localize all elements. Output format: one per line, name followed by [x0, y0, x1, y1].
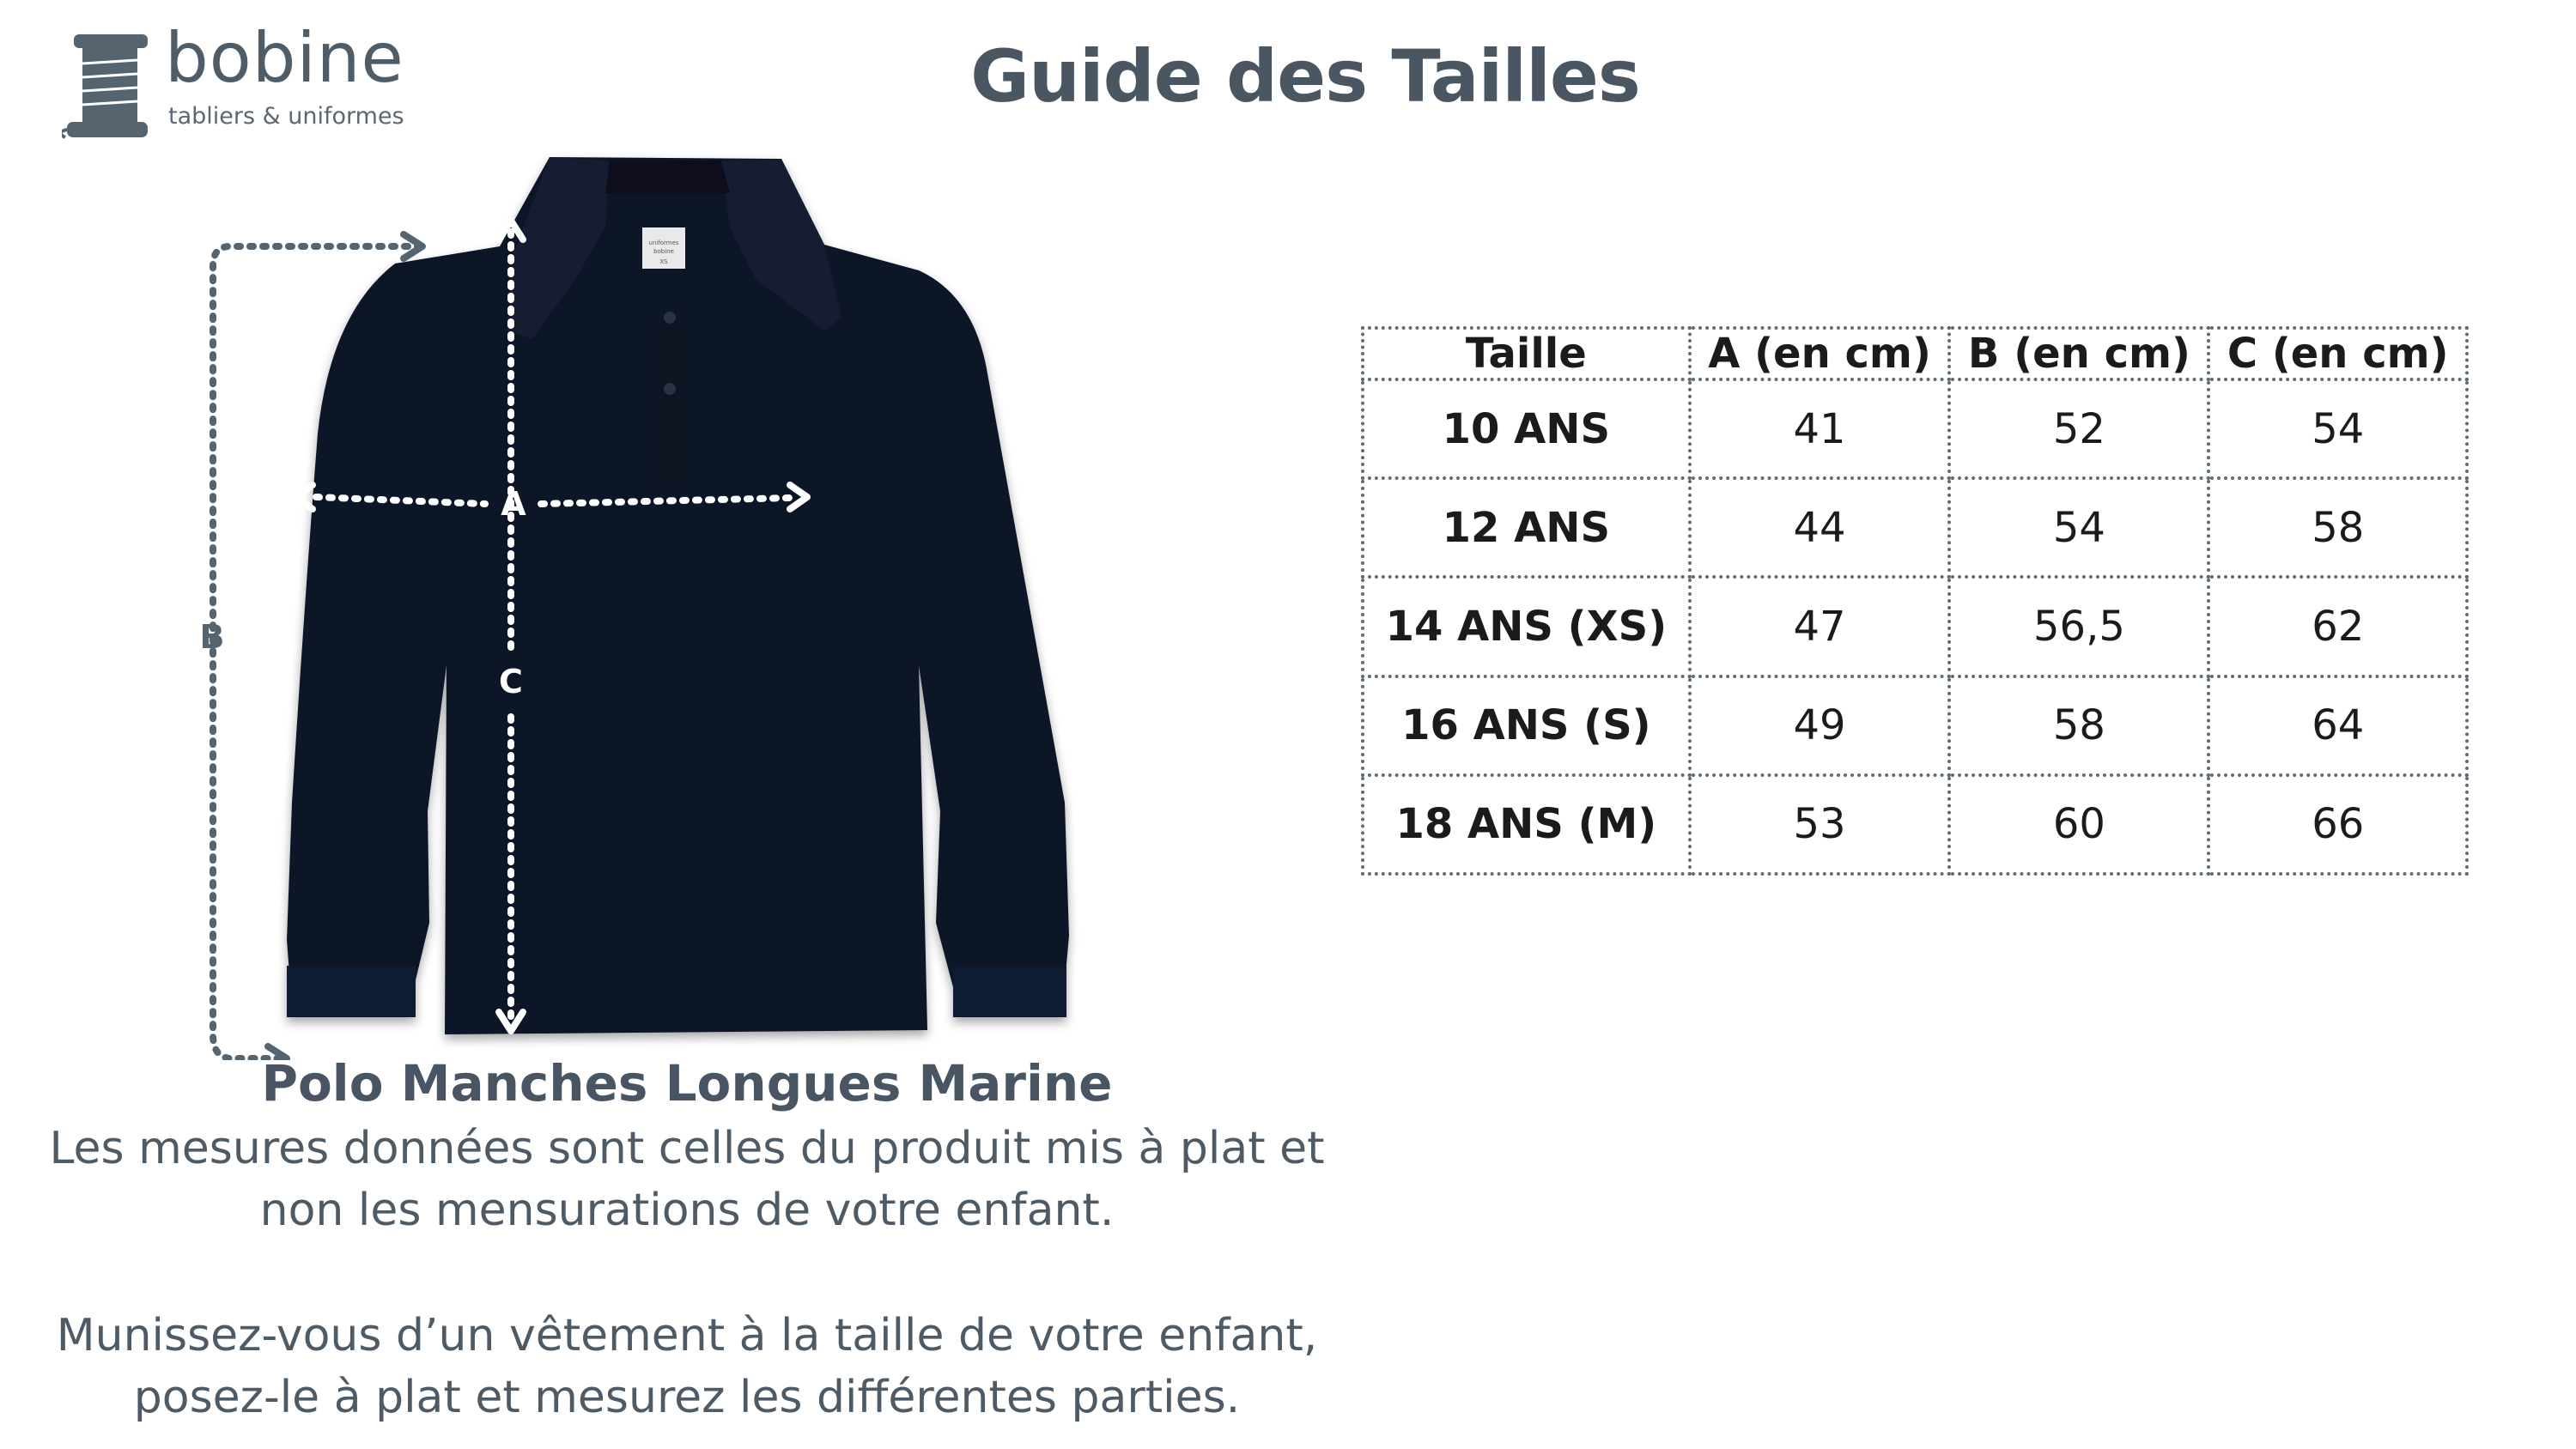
header-a: A (en cm) [1690, 328, 1950, 379]
a-cell: 53 [1690, 775, 1950, 874]
size-cell: 10 ANS [1363, 379, 1690, 478]
table-row [1363, 478, 2467, 577]
garment-label-line-1: uniformes [648, 239, 679, 246]
brand-name: bobine [165, 18, 404, 98]
page-title: Guide des Tailles [970, 34, 1640, 118]
product-name: Polo Manches Longues Marine [261, 1054, 1113, 1113]
size-cell: 14 ANS (XS) [1363, 577, 1690, 676]
measurement-a-label: A [501, 485, 526, 523]
b-cell: 52 [1949, 379, 2208, 478]
table-row [1363, 676, 2467, 775]
measurement-c-label: C [499, 663, 523, 700]
size-cell: 16 ANS (S) [1363, 676, 1690, 775]
b-cell: 56,5 [1949, 577, 2208, 676]
table-header-row [1363, 328, 2467, 379]
c-cell: 66 [2208, 775, 2467, 874]
measurement-b-label: B [199, 618, 225, 656]
measurement-instructions [0, 1305, 1374, 1428]
table-row [1363, 775, 2467, 874]
a-cell: 41 [1690, 379, 1950, 478]
b-cell: 54 [1949, 478, 2208, 577]
size-cell: 12 ANS [1363, 478, 1690, 577]
c-cell: 54 [2208, 379, 2467, 478]
c-cell: 62 [2208, 577, 2467, 676]
a-cell: 49 [1690, 676, 1950, 775]
header-b: B (en cm) [1949, 328, 2208, 379]
a-cell: 44 [1690, 478, 1950, 577]
size-cell: 18 ANS (M) [1363, 775, 1690, 874]
table-row [1363, 379, 2467, 478]
table-row [1363, 577, 2467, 676]
garment-label-line-2: bobine [653, 248, 674, 255]
b-cell: 60 [1949, 775, 2208, 874]
b-cell: 58 [1949, 676, 2208, 775]
measurement-instructions-line-1: Munissez-vous d’un vêtement à la taille de votre enfant, [56, 1310, 1318, 1361]
polo-shirt-illustration [287, 157, 1069, 1034]
header-size: Taille [1363, 328, 1690, 379]
measurement-note-line-1: Les mesures données sont celles du produit mis à plat et [49, 1123, 1325, 1174]
polo-measurement-diagram [172, 150, 1116, 1060]
brand-tagline: tabliers & uniformes [168, 103, 404, 130]
header-c: C (en cm) [2208, 328, 2467, 379]
measurement-instructions-line-2: posez-le à plat et mesurez les différentes parties. [133, 1372, 1241, 1423]
a-cell: 47 [1690, 577, 1950, 676]
c-cell: 58 [2208, 478, 2467, 577]
size-table [1361, 326, 2469, 876]
garment-label-line-3: XS [659, 258, 668, 265]
measurement-note [0, 1118, 1374, 1241]
measurement-note-line-2: non les mensurations de votre enfant. [259, 1185, 1115, 1236]
c-cell: 64 [2208, 676, 2467, 775]
